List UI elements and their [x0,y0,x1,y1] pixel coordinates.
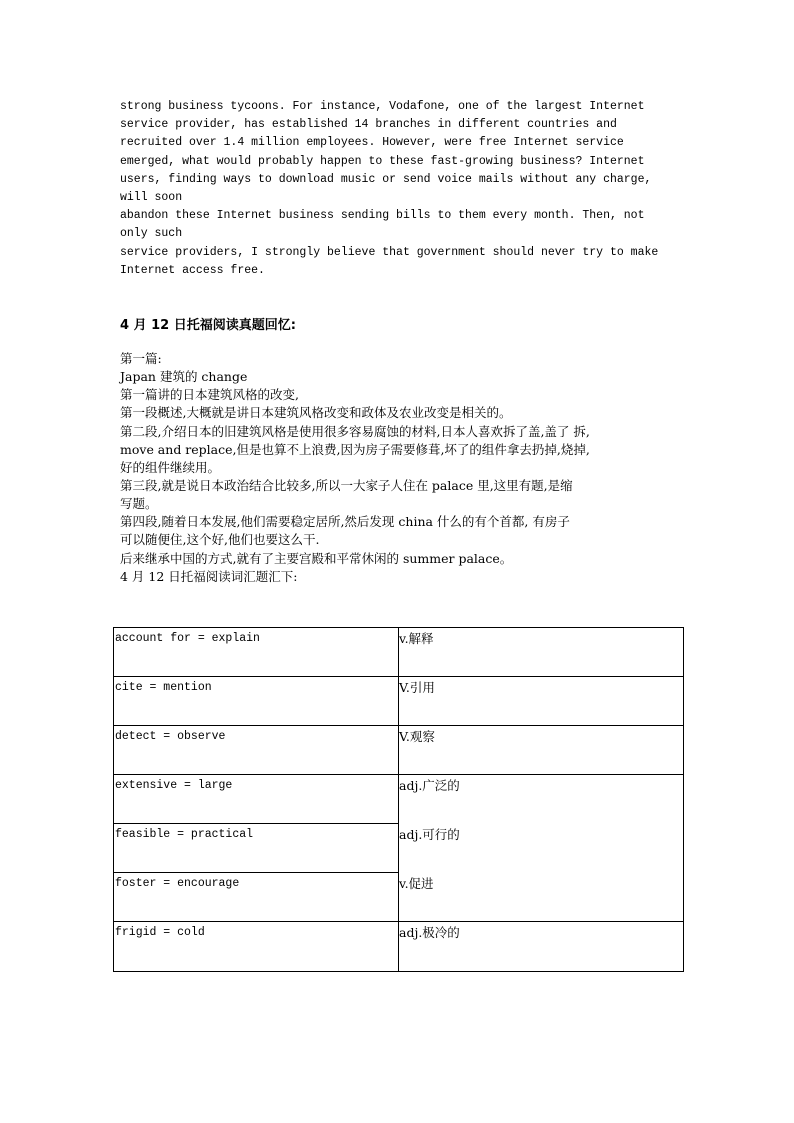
notes-line: 可以随便住,这个好,他们也要这么干. [120,532,320,548]
vocab-term: cite = mention [115,681,212,694]
essay-line: will soon [120,190,183,204]
vocab-term: foster = encourage [115,877,240,890]
table-cell-term [113,676,399,726]
notes-line: move and replace,但是也算不上浪费,因为房子需要修葺,坏了的组件拿去扔掉,烧掉, [120,441,590,457]
essay-line: only such [120,227,183,241]
table-cell-term [113,823,399,873]
essay-line: service providers, I strongly believe that government should never try to make [120,245,659,259]
table-cell-term [113,872,399,922]
table-cell-term [113,627,399,677]
notes-line: 第四段,随着日本发展,他们需要稳定居所,然后发现 china 什么的有个首都, 有房子 [120,514,570,530]
vocab-table [113,627,684,972]
vocab-term: feasible = practical [115,828,254,841]
essay-line: service provider, has established 14 branches in different countries and [120,118,617,132]
essay-line: abandon these Internet business sending bills to them every month. Then, not [120,209,645,223]
notes-line: 第二段,介绍日本的旧建筑风格是使用很多容易腐蚀的材料,日本人喜欢拆了盖,盖了 拆, [120,423,590,439]
table-cell-meaning [398,676,684,726]
section-heading: 4 月 12 日托福阅读真题回忆: [120,318,296,333]
vocab-meaning: V.观察 [399,729,435,744]
vocab-meaning: v.解释 [399,631,434,646]
notes-line: 后来继承中国的方式,就有了主要宫殿和平常休闲的 summer palace。 [120,550,513,566]
notes-line: 第一篇讲的日本建筑风格的改变, [120,387,299,403]
vocab-meaning: adj.广泛的 [399,778,460,793]
table-cell-term [113,921,399,972]
notes-line: 好的组件继续用。 [120,459,221,475]
vocab-meaning: adj.可行的 [399,827,460,842]
notes-line: 第一篇: [120,351,162,366]
notes-line: 第三段,就是说日本政治结合比较多,所以一大家子人住在 palace 里,这里有题,是缩 [120,477,573,493]
vocab-term: extensive = large [115,779,233,792]
table-cell-meaning [398,627,684,677]
essay-line: strong business tycoons. For instance, Vodafone, one of the largest Internet [120,100,645,113]
table-cell-meaning [398,725,684,775]
notes-line: 第一段概述,大概就是讲日本建筑风格改变和政体及农业改变是相关的。 [120,405,512,421]
notes-line: 写题。 [120,496,158,512]
notes-line: 4 月 12 日托福阅读词汇题汇下: [120,568,298,584]
table-cell-term [113,774,399,824]
vocab-meaning: v.促进 [399,876,434,891]
essay-excerpt [120,98,700,280]
reading-notes [120,350,700,586]
table-cell-meaning-merged [398,774,684,922]
essay-line: emerged, what would probably happen to these fast-growing business? Internet [120,154,645,168]
vocab-term: account for = explain [115,632,260,645]
notes-line: Japan 建筑的 change [120,369,248,385]
essay-line: users, finding ways to download music or send voice mails without any charge, [120,172,652,186]
table-cell-meaning [398,921,684,972]
table-cell-term [113,725,399,775]
vocab-meaning: adj.极冷的 [399,925,460,940]
essay-line: recruited over 1.4 million employees. However, were free Internet service [120,136,624,150]
vocab-term: frigid = cold [115,926,205,939]
vocab-term: detect = observe [115,730,226,743]
essay-line: Internet access free. [120,263,265,277]
vocab-meaning: V.引用 [399,680,435,695]
